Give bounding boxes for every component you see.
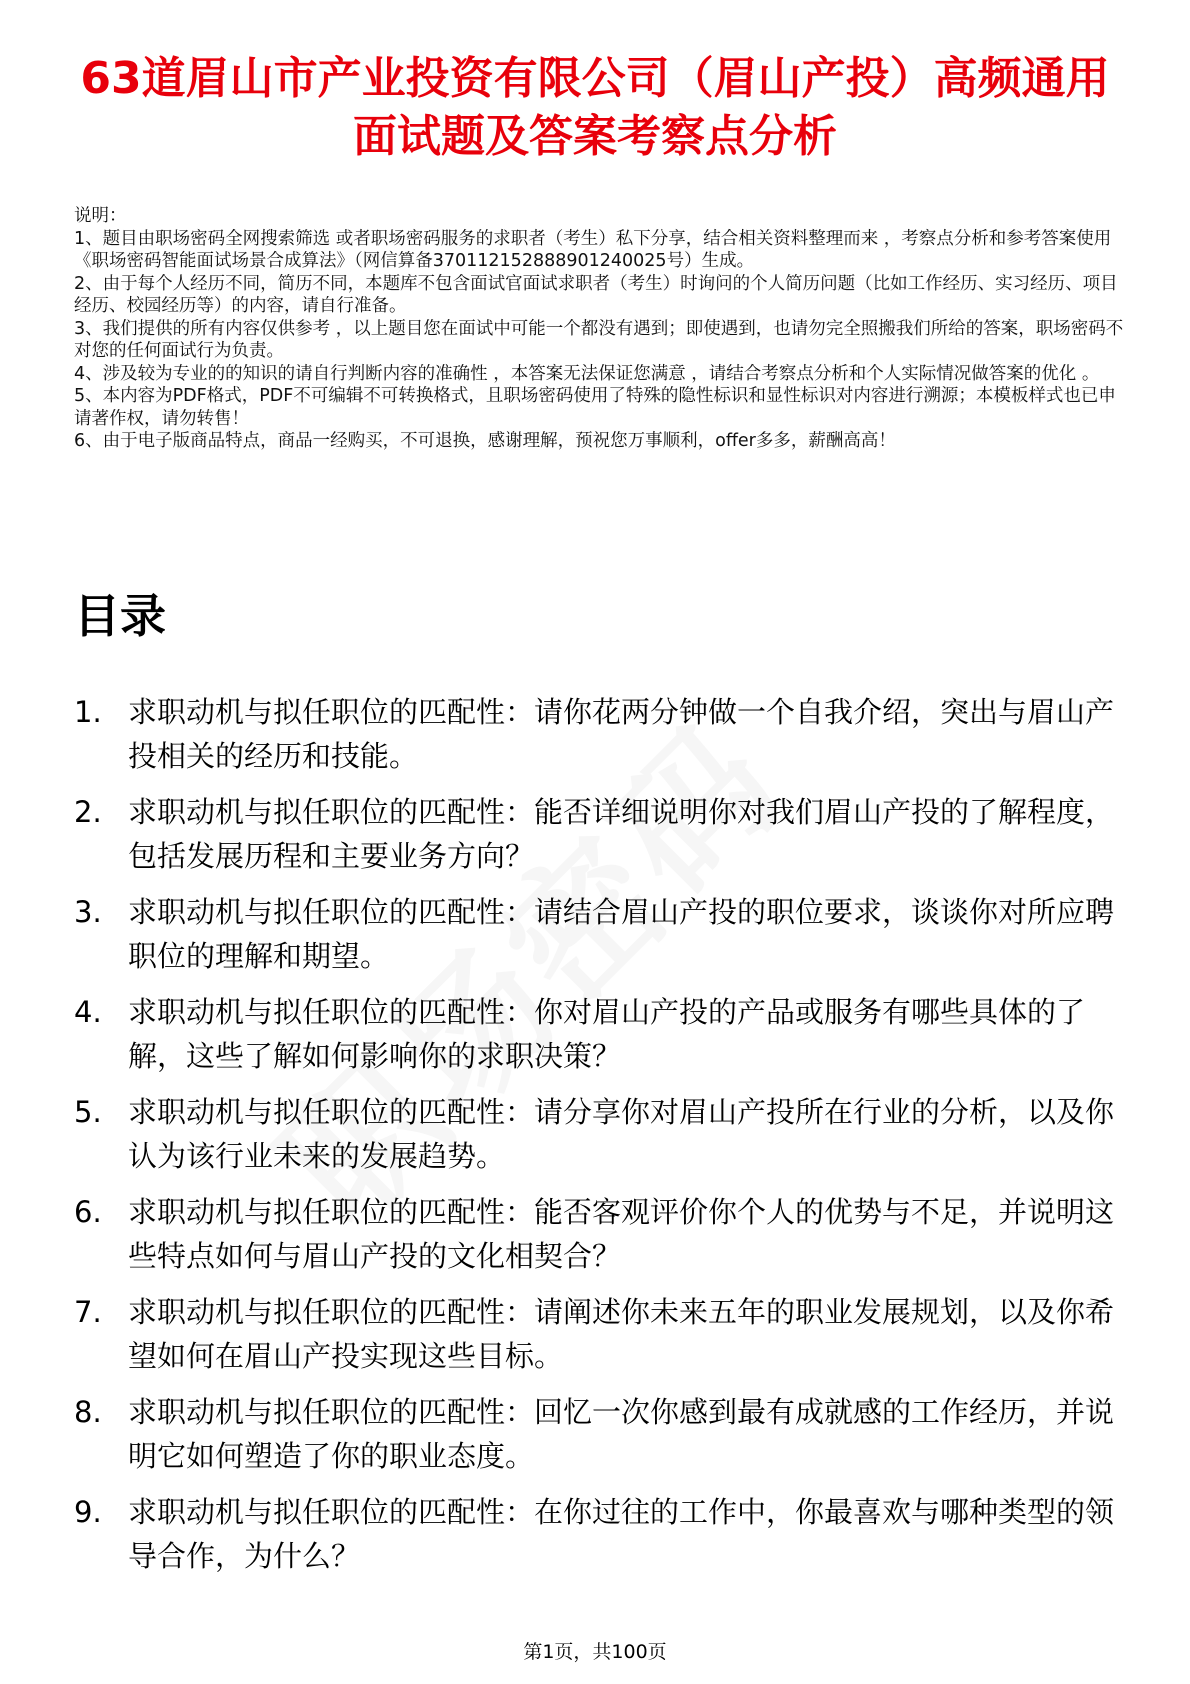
toc-item-text: 求职动机与拟任职位的匹配性：能否详细说明你对我们眉山产投的了解程度，包括发展历程和主要业务方向？ — [128, 795, 1115, 873]
toc-item-1[interactable] — [74, 690, 1124, 778]
toc-item-number: 5. — [74, 1095, 102, 1129]
toc-item-text: 求职动机与拟任职位的匹配性：请你花两分钟做一个自我介绍，突出与眉山产投相关的经历和技能。 — [128, 695, 1115, 773]
notes-heading: 说明： — [74, 206, 127, 226]
toc-item-text: 求职动机与拟任职位的匹配性：请阐述你未来五年的职业发展规划，以及你希望如何在眉山产投实现这些目标。 — [128, 1295, 1115, 1373]
toc-item-9[interactable] — [74, 1490, 1124, 1578]
note-line-4: 4、涉及较为专业的的知识的请自行判断内容的准确性 ，本答案无法保证您满意 ，请结合考察点分析和个人实际情况做答案的优化 。 — [74, 363, 1100, 384]
note-line-1: 1、题目由职场密码全网搜索筛选 或者职场密码服务的求职者（考生）私下分享，结合相关资料整理而来 ，考察点分析和参考答案使用《职场密码智能面试场景合成算法》（网信算备370112152888901240025号）生成。 — [74, 228, 1112, 271]
toc-item-7[interactable] — [74, 1290, 1124, 1378]
toc-item-4[interactable] — [74, 990, 1124, 1078]
note-line-6: 6、由于电子版商品特点，商品一经购买，不可退换，感谢理解，预祝您万事顺利，offer多多，薪酬高高！ — [74, 431, 896, 451]
toc-item-number: 2. — [74, 795, 102, 829]
toc-item-number: 3. — [74, 895, 102, 929]
note-line-3: 3、我们提供的所有内容仅供参考 ，以上题目您在面试中可能一个都没有遇到；即使遇到，也请勿完全照搬我们所给的答案，职场密码不对您的任何面试行为负责。 — [74, 318, 1124, 361]
toc-item-3[interactable] — [74, 890, 1124, 978]
notes-section — [74, 205, 1124, 453]
page-footer: 第1页，共100页 — [523, 1641, 667, 1663]
toc-list — [74, 690, 1124, 1590]
toc-item-number: 4. — [74, 995, 102, 1029]
toc-item-number: 7. — [74, 1295, 102, 1329]
toc-item-text: 求职动机与拟任职位的匹配性：回忆一次你感到最有成就感的工作经历，并说明它如何塑造了你的职业态度。 — [128, 1395, 1115, 1473]
toc-item-text: 求职动机与拟任职位的匹配性：能否客观评价你个人的优势与不足，并说明这些特点如何与眉山产投的文化相契合？ — [128, 1195, 1115, 1273]
toc-item-6[interactable] — [74, 1190, 1124, 1278]
toc-item-5[interactable] — [74, 1090, 1124, 1178]
toc-item-text: 求职动机与拟任职位的匹配性：请分享你对眉山产投所在行业的分析，以及你认为该行业未来的发展趋势。 — [128, 1095, 1115, 1173]
toc-heading: 目录 — [74, 589, 166, 643]
note-line-2: 2、由于每个人经历不同，简历不同，本题库不包含面试官面试求职者（考生）时询问的个人简历问题（比如工作经历、实习经历、项目经历、校园经历等）的内容，请自行准备。 — [74, 273, 1118, 316]
toc-item-8[interactable] — [74, 1390, 1124, 1478]
toc-item-number: 8. — [74, 1395, 102, 1429]
toc-item-text: 求职动机与拟任职位的匹配性：在你过往的工作中，你最喜欢与哪种类型的领导合作，为什么？ — [128, 1495, 1115, 1573]
page-title: 63道眉山市产业投资有限公司（眉山产投）高频通用面试题及答案考察点分析 — [80, 53, 1110, 162]
toc-item-number: 1. — [74, 695, 102, 729]
toc-item-text: 求职动机与拟任职位的匹配性：请结合眉山产投的职位要求，谈谈你对所应聘职位的理解和期望。 — [128, 895, 1115, 973]
toc-item-number: 9. — [74, 1495, 102, 1529]
note-line-5: 5、本内容为PDF格式，PDF不可编辑不可转换格式，且职场密码使用了特殊的隐性标识和显性标识对内容进行溯源；本模板样式也已申请著作权，请勿转售！ — [74, 386, 1116, 429]
toc-item-2[interactable] — [74, 790, 1124, 878]
toc-item-number: 6. — [74, 1195, 102, 1229]
toc-item-text: 求职动机与拟任职位的匹配性：你对眉山产投的产品或服务有哪些具体的了解，这些了解如何影响你的求职决策？ — [128, 995, 1086, 1073]
